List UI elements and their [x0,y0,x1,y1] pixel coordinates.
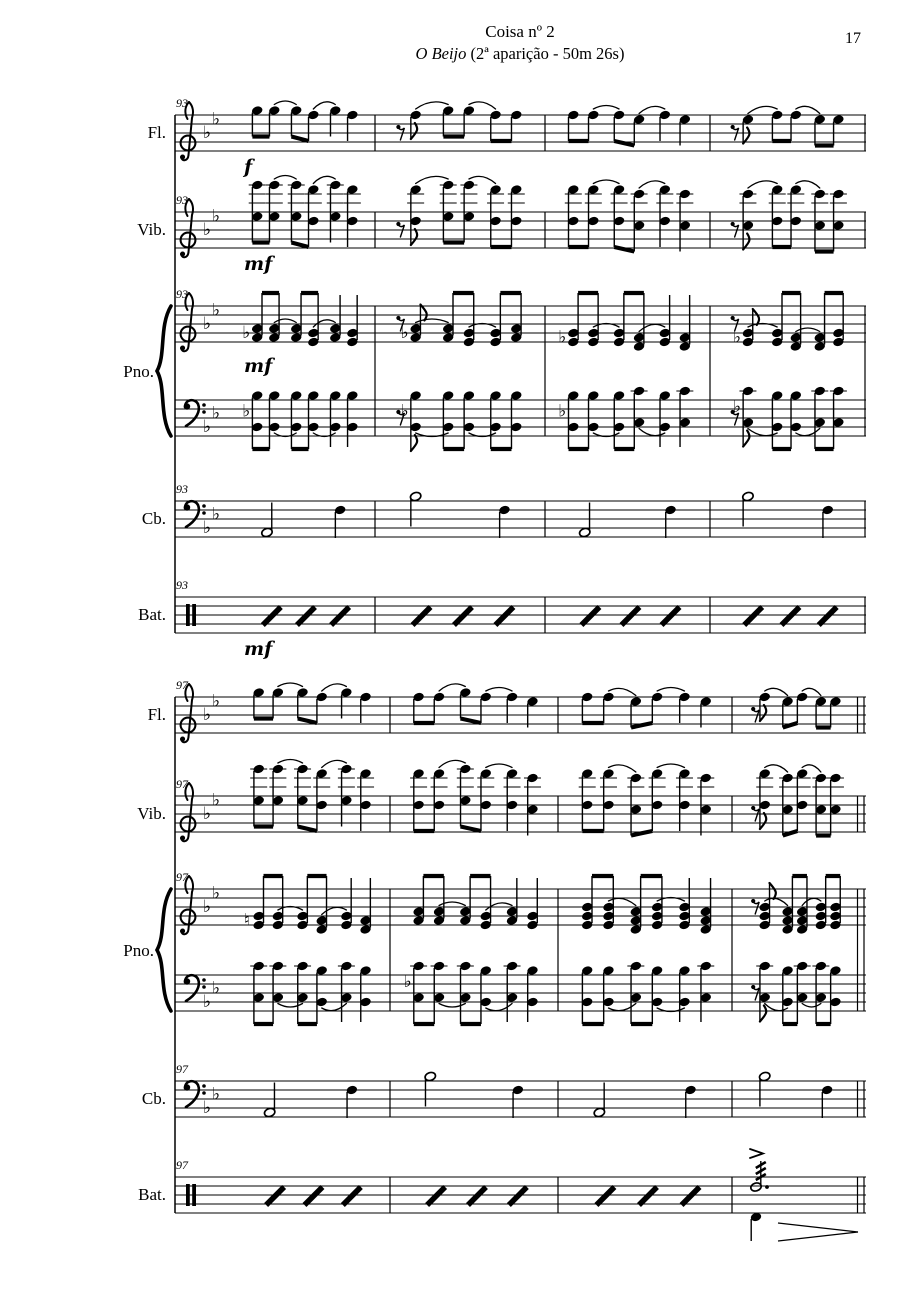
flat-sign: ♭ [203,417,212,437]
eighth-flag [411,435,417,451]
eighth-flag [420,305,426,321]
slur [657,688,684,692]
eighth-flag [770,883,776,899]
bass-clef-icon [202,504,206,508]
rhythm-slash [744,607,762,625]
flat-sign: ♭ [212,883,221,904]
rhythm-slash [305,1187,323,1205]
eighth-rest [733,128,739,140]
treble-clef-icon [180,836,185,841]
slur [748,181,777,188]
staff-vib-m93 [137,176,866,276]
instrument-label-fl: Fl. [147,123,166,142]
slur [439,902,465,906]
eighth-flag [753,309,759,325]
eighth-flag [760,813,766,829]
staff-bat-m97 [138,1149,866,1241]
dynamic-marking: mf [244,253,273,275]
piece-title: Coisa nº 2 [485,22,555,41]
measure-number: 93 [176,578,188,592]
treble-clef-icon [181,718,196,733]
slur [796,429,820,436]
dynamic-marking: f [244,156,253,178]
flat-sign: ♭ [203,314,212,334]
flat-sign: ♭ [203,705,212,725]
slur [486,1004,512,1011]
instrument-label-cb: Cb. [141,509,166,528]
measure-number: 93 [176,287,188,301]
flat-sign: ♭ [203,518,212,538]
measure-number: 93 [176,482,188,496]
percussion-clef-icon [186,1184,190,1206]
bass-clef-icon [202,410,206,414]
slur [486,903,512,910]
flat-sign: ♭ [212,109,221,130]
rhythm-slash [413,607,431,625]
slur [796,328,820,332]
eighth-flag [743,128,749,144]
treble-clef-icon [180,252,185,257]
accidental-flat: ♭ [400,323,409,343]
staff-lh-m93 [175,386,866,451]
eighth-flag [411,229,417,245]
eighth-rest [754,710,760,722]
slur [439,684,465,691]
treble-clef-icon [189,876,194,929]
flat-sign: ♭ [203,992,212,1012]
bass-clef-icon [202,1091,206,1095]
beam [461,827,481,832]
flat-sign: ♭ [203,123,212,143]
rhythm-slash [427,1187,445,1205]
slur [748,106,777,113]
rhythm-slash [662,607,680,625]
slur [278,760,303,764]
eighth-flag [760,705,766,721]
treble-clef-icon [181,136,196,151]
piano-brace [157,306,171,436]
eighth-rest [754,809,760,821]
measure-number: 97 [176,1062,188,1076]
rhythm-slash [819,607,837,625]
measure-number: 93 [176,96,188,110]
slur [322,907,347,914]
augmentation-dot [765,1185,769,1189]
page-number: 17 [845,30,861,47]
instrument-label-vib: Vib. [137,804,166,823]
staff-vib-m97 [137,760,866,842]
slur [278,1004,303,1008]
flat-sign: ♭ [203,897,212,917]
bass-clef-icon [202,511,206,515]
eighth-rest [754,988,760,1000]
flat-sign: ♭ [203,220,212,240]
instrument-label-bat: Bat. [138,1185,166,1204]
eighth-flag [743,234,749,250]
treble-clef-icon [180,737,185,742]
accidental-flat: ♭ [403,971,412,992]
flat-sign: ♭ [212,206,221,227]
accidental-flat: ♭ [242,323,251,343]
subtitle-detail: (2ª aparição - 50m 26s) [466,44,625,63]
flat-sign: ♭ [212,790,221,811]
accidental-flat: ♭ [242,401,251,422]
treble-clef-icon [189,293,194,346]
accidental-flat: ♭ [732,396,741,417]
treble-clef-icon [181,817,196,832]
dynamic-marking: mf [244,355,273,377]
treble-clef-icon [189,684,194,737]
slur [657,764,684,768]
slur [278,683,303,687]
staff-cb-m97 [142,1062,866,1118]
accidental-flat: ♭ [732,327,741,348]
rhythm-slash [622,607,640,625]
rhythm-slash [263,607,281,625]
eighth-rest [399,128,405,140]
rhythm-slash [468,1187,486,1205]
measure-number: 97 [176,870,188,884]
staff-fl-m93 [148,96,866,178]
slur [639,181,665,188]
bass-clef-icon [202,1084,206,1088]
accidental-flat: ♭ [400,401,409,422]
slur [274,101,296,105]
eighth-flag [743,431,749,447]
beam [291,137,308,142]
staff-bat-m93 [138,578,866,660]
staff-fl-m97 [148,678,866,742]
slur [439,760,465,767]
flat-sign: ♭ [203,1098,212,1118]
staff-cb-m93 [142,482,866,538]
slur [322,1004,347,1011]
flat-sign: ♭ [203,804,212,824]
rhythm-slash [581,607,599,625]
accidental-natural: ♮ [243,910,250,931]
eighth-rest [399,225,405,237]
instrument-label-bat: Bat. [138,605,166,624]
rhythm-slash [509,1187,527,1205]
eighth-rest [754,902,760,914]
flat-sign: ♭ [212,1084,221,1105]
bass-clef-icon [202,403,206,407]
treble-clef-icon [189,783,194,836]
slur [274,176,296,180]
slur [593,106,619,110]
system-97 [123,678,866,1241]
treble-clef-icon [181,233,196,248]
rhythm-slash [782,607,800,625]
percussion-clef-icon [192,1184,196,1206]
rhythm-slash [682,1187,700,1205]
percussion-clef-icon [186,604,190,626]
instrument-label-cb: Cb. [141,1089,166,1108]
beam [461,719,481,724]
eighth-flag [760,1006,766,1022]
treble-clef-icon [181,327,196,342]
decrescendo-hairpin [778,1223,858,1232]
beam [298,827,317,832]
rhythm-slash [297,607,315,625]
treble-clef-icon [189,199,194,252]
measure-number: 97 [176,1158,188,1172]
treble-clef-icon [181,910,196,925]
slur [416,102,449,109]
staff-rh-m93 [123,287,866,436]
percussion-clef-icon [192,604,196,626]
subtitle-movement: O Beijo [415,44,467,63]
beam [291,243,308,248]
flat-sign: ♭ [212,978,221,999]
accent-mark [750,1149,763,1158]
slur [274,319,296,323]
eighth-rest [733,225,739,237]
flat-sign: ♭ [212,403,221,424]
rhythm-slash [266,1187,284,1205]
accidental-flat: ♭ [558,401,567,422]
instrument-label-vib: Vib. [137,220,166,239]
slur [416,176,449,183]
flat-sign: ♭ [212,691,221,712]
slur [486,688,512,692]
dynamic-marking: mf [244,638,273,660]
beam [298,719,317,724]
piano-brace [157,889,171,1011]
treble-clef-icon [180,346,185,351]
rhythm-slash [331,607,349,625]
accidental-flat: ♭ [558,327,567,348]
rhythm-slash [495,607,513,625]
slur [439,1004,465,1008]
treble-clef-icon [180,929,185,934]
decrescendo-hairpin [778,1232,858,1241]
system-93 [123,96,866,660]
eighth-flag [411,123,417,139]
instrument-label-pno: Pno. [123,941,154,960]
measure-number: 97 [176,777,188,791]
slur [593,180,619,184]
rhythm-slash [454,607,472,625]
measure-number: 97 [176,678,188,692]
slur [322,760,347,767]
instrument-label-pno: Pno. [123,362,154,381]
bass-clef-icon [202,985,206,989]
treble-clef-icon [189,102,194,155]
bass-clef-icon [202,978,206,982]
measure-number: 93 [176,193,188,207]
flat-sign: ♭ [212,300,221,321]
rhythm-slash [639,1187,657,1205]
slur [322,684,347,691]
slur [802,1004,821,1008]
slur [639,106,665,113]
treble-clef-icon [180,155,185,160]
slur [639,324,665,331]
staff-lh-m97 [175,961,866,1024]
rhythm-slash [343,1187,361,1205]
flat-sign: ♭ [212,504,221,525]
instrument-label-fl: Fl. [147,705,166,724]
rhythm-slash [596,1187,614,1205]
slur [486,764,512,768]
